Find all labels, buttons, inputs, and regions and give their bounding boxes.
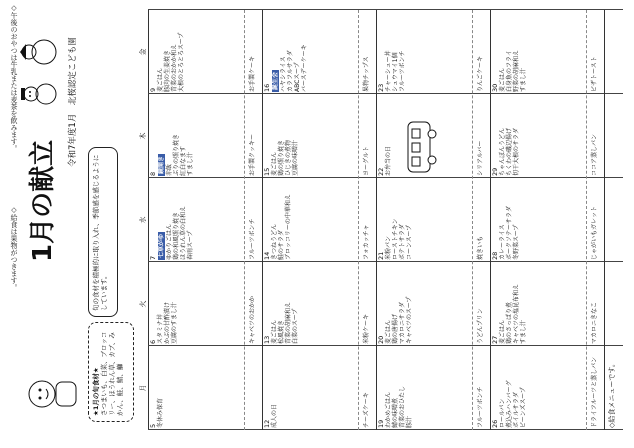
note-text: 旬の食材を積極的に取り入れ、季節感を感じるようにしています。: [92, 154, 108, 311]
snack-cell: チーズケーキ: [363, 392, 370, 428]
note-box: [88, 147, 118, 317]
snack-cell: うどんプリン: [477, 308, 484, 344]
snack-cell: フォカッチャ: [363, 224, 370, 260]
snowman-illustration: [20, 24, 60, 114]
day-cell: 27 麦ごはん 鶏のさっぱり煮 キャベツの塩昆布和え すまし汁: [491, 283, 528, 344]
day-cell: 5 冬休み保育: [149, 397, 165, 428]
snack-cell: 米粉ケーキ: [363, 313, 370, 344]
page-subtitle: 令和7年度1月 北桜認定こども園: [68, 37, 78, 167]
seasonal-foods-box: [88, 322, 134, 422]
weekday-thu: 木: [139, 132, 147, 140]
snack-cell: マカロニきなこ: [591, 301, 598, 344]
day-cell: 30 麦ごはん 白身魚のフライ 野菜の胡麻和え すまし汁: [491, 49, 528, 92]
day-cell: 9 麦ごはん 豚肉の生姜焼き 青菜のおかか和え 大根のとろとろスープ: [149, 32, 186, 92]
page-title: 1月の献立: [28, 139, 58, 262]
day-cell: 6 スタミナ丼 かぶの甘酢漬け 豆腐のすまし汁: [149, 301, 179, 344]
snack-cell: じゃがいもガレット: [591, 206, 598, 260]
snack-cell: フルーツポンチ: [249, 218, 256, 260]
snack-cell: ピザトースト: [591, 56, 598, 92]
day-cell: 13 麦ごはん 松風焼き 青菜の胡麻和え 白菜のスープ: [263, 301, 300, 344]
snack-cell: 果物チップス: [363, 56, 370, 92]
snack-cell: キャベツのおかか: [249, 295, 256, 344]
day-cell: 22 お弁当の日: [377, 94, 473, 178]
snack-cell: お手製ケーキ: [249, 55, 256, 92]
seasonal-heading: ★1月の旬食材★: [92, 367, 100, 416]
weekday-fri: 金: [139, 48, 147, 56]
snack-cell: お手製クッキー: [249, 133, 256, 176]
day-cell: 26 ロールパン 煮込みハンバーグ ボイルサラダ ビーンズスープ: [491, 380, 528, 428]
day-cell: 12 成人の日: [263, 403, 279, 428]
snack-cell: りんごケーキ: [477, 55, 484, 92]
footer-notes: [608, 128, 617, 428]
day-cell: 15 麦ごはん 鶏の照り焼き ひじきの煮物 豆腐の味噌汁: [263, 139, 300, 176]
snack-cell: 焼きいも: [477, 235, 484, 260]
snack-cell: ココア蒸しパン: [591, 133, 598, 176]
weekday-mon: 月: [139, 384, 147, 392]
seasonal-items: さつまいも、白菜、ブロッコリー、ほうれん草、カブ、みかん、鮭、鯖、鰤: [100, 331, 124, 416]
rotated-sheet: [18, 12, 628, 432]
snack-cell: シリアルバー: [477, 140, 484, 176]
day-cell: 7 七草がゆ ゆかりごはん 鶏の和風照り焼き ほうれん草の白和え 春雨スープ: [149, 205, 195, 260]
weekday-tue: 火: [139, 300, 147, 308]
kids-illustration-left: [22, 364, 82, 424]
snack-cell: フルーツポンチ: [477, 386, 484, 428]
footer-notes-side-2: [2, 206, 18, 406]
snack-cell: ヨーグルト: [363, 146, 370, 176]
weekday-wed: 水: [139, 216, 147, 224]
day-cell: 19 わかめごはん 鯖の味噌煮 青菜のおひたし 豚汁: [377, 385, 414, 428]
day-cell: 23 チャーシュー丼 シュウマイ1個 フルーツポンチ: [377, 50, 407, 92]
snack-cell: [246, 346, 248, 430]
day-cell: 29 ちゃんぽんうどん ちくわの磯辺揚げ 切干大根のサラダ: [491, 127, 521, 176]
bus-illustration: [400, 116, 440, 176]
footer-notes-side: [2, 4, 18, 204]
footer-note: ◇給食メニューです。: [608, 360, 616, 428]
day-cell: 14 きつねうどん 鮭のサラダ ブロッコリーの中華和え: [263, 194, 293, 260]
day-cell: 8 鏡開き 赤飯 ぶりの照り焼き 紅白なます すまし汁: [149, 133, 195, 176]
day-cell: 16 誕生会 ハヤシライス カラフルサラダ ABCスープ バースデーケーキ: [263, 44, 309, 92]
day-cell: 21 米粉パン ローストチキン ポテトサラダ コーンスープ: [377, 218, 414, 260]
day-cell: 28 カレーライス ポークソテーサラダ 冬野菜スープ: [491, 206, 521, 260]
footer-note: ◇午後のおやつは牛乳または麦茶を飲みます。: [10, 4, 18, 152]
snack-cell: ドライフルーツと蒸しパン: [591, 356, 598, 428]
day-cell: 20 麦ごはん 鶏の唐揚げ マカロニサラダ キャベツのスープ: [377, 296, 414, 344]
footer-note: ◇給食は果物がつきます。: [10, 206, 18, 291]
